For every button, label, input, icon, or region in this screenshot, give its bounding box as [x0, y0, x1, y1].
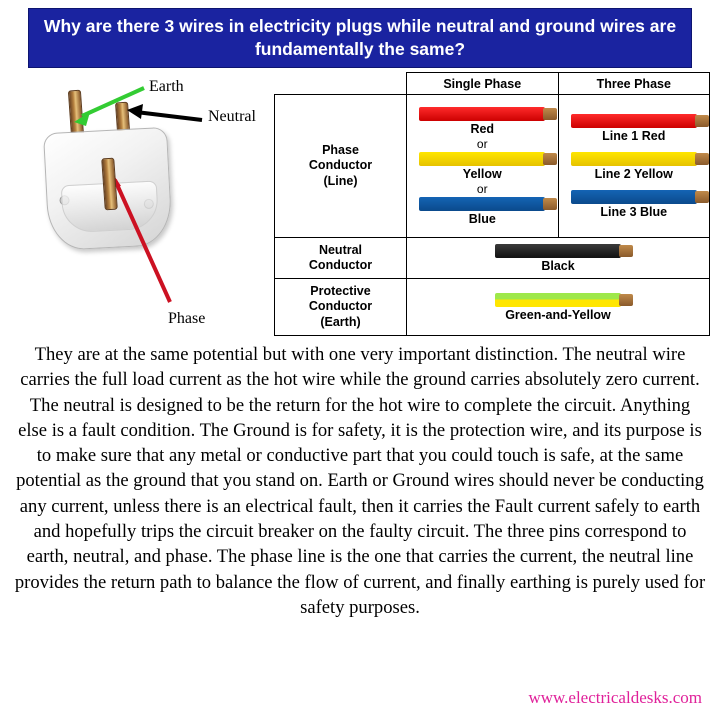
- table-header-row: [275, 73, 710, 95]
- site-url-watermark: www.electricaldesks.com: [528, 688, 702, 707]
- wire-blue-swatch: [571, 190, 697, 204]
- wire-caption: Line 2 Yellow: [594, 166, 673, 181]
- table-row: [275, 238, 710, 279]
- wire-caption: Line 3 Blue: [600, 204, 668, 219]
- cell-earth-colour: [407, 279, 710, 336]
- wire-caption: Green-and-Yellow: [505, 307, 611, 322]
- wire-green-yellow-swatch: [495, 293, 621, 307]
- wire-yellow-swatch: [571, 152, 697, 166]
- wire-caption: Yellow: [462, 166, 502, 181]
- row-label-phase-conductor: Phase Conductor (Line): [275, 95, 407, 238]
- wire-red-swatch: [571, 114, 697, 128]
- upper-section: [0, 72, 720, 336]
- label-neutral: Neutral: [208, 108, 256, 125]
- wire-caption: Blue: [468, 211, 496, 226]
- wire-separator: or: [476, 136, 488, 151]
- plug-illustration: [10, 72, 275, 336]
- wire-red-swatch: [419, 107, 545, 121]
- cell-three-phase-colours: [558, 95, 710, 238]
- label-phase: Phase: [168, 310, 206, 327]
- wire-black-swatch: [495, 244, 621, 258]
- wire-caption: Line 1 Red: [602, 128, 666, 143]
- cell-single-phase-colours: [407, 95, 559, 238]
- table-corner-cell: [275, 73, 407, 95]
- table-row: [275, 95, 710, 238]
- title-banner: [28, 8, 692, 68]
- wire-caption: Red: [470, 121, 495, 136]
- wire-separator: or: [476, 181, 488, 196]
- label-earth: Earth: [149, 78, 184, 95]
- wire-colour-table: [274, 72, 710, 336]
- column-header-three-phase: Three Phase: [558, 73, 710, 95]
- table-row: [275, 279, 710, 336]
- explanation-paragraph: They are at the same potential but with one very important distinction. The neutral wire carries the full load current as the hot wire while the ground carries absolutely zero current. The neutral is designed to be the return for the hot wire to complete the circuit. Anything else is a fault condition. The Ground is for safety, it is the protection wire, and its purpose is to make sure that any metal or conductive part that you could touch is safe, at the same potential as the ground that you stand on. Earth or Ground wires should never be conducting any current, unless there is an electrical fault, then it carries the Fault current safely to earth and hopefully trips the circuit breaker on the faulty circuit. The three pins correspond to earth, neutral, and phase. The phase line is the one that carries the current, the neutral line provides the return path to balance the flow of current, and finally earthing is purely used for safety purposes.: [14, 344, 706, 618]
- wire-blue-swatch: [419, 197, 545, 211]
- column-header-single-phase: Single Phase: [407, 73, 559, 95]
- wire-yellow-swatch: [419, 152, 545, 166]
- page-title: Why are there 3 wires in electricity plugs while neutral and ground wires are fundamentally the same?: [43, 15, 677, 59]
- cell-neutral-colour: [407, 238, 710, 279]
- row-label-protective-conductor: Protective Conductor (Earth): [275, 279, 407, 336]
- row-label-neutral-conductor: Neutral Conductor: [275, 238, 407, 279]
- wire-caption: Black: [541, 258, 575, 273]
